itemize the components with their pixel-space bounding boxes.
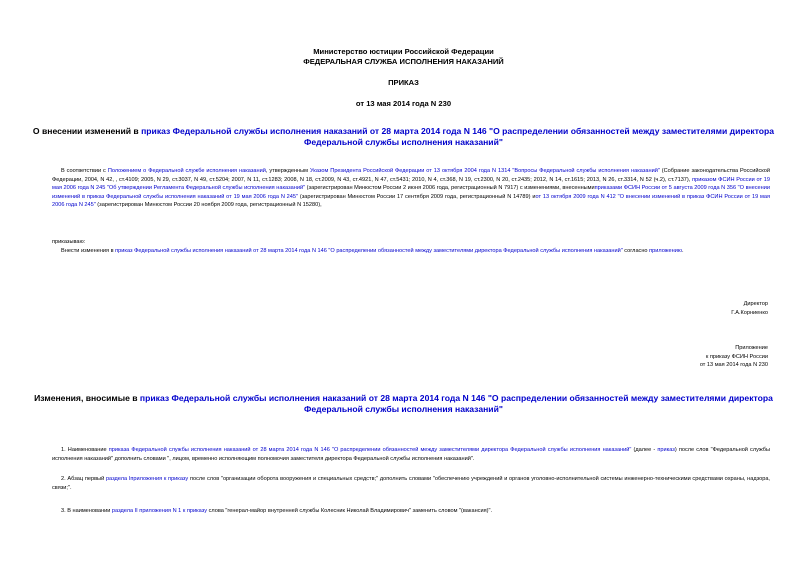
amended-order-link[interactable]: приказ Федеральной службы исполнения наказаний от 28 марта 2014 года N 146 "О распределении обязанностей между заместителями директора Федеральной службы исполнения наказаний" — [115, 248, 623, 254]
document-title — [30, 126, 777, 148]
appendix-ref: к приказу ФСИН России — [705, 353, 768, 360]
order-text: согласно — [622, 248, 650, 254]
ministry-name: Министерство юстиции Российской Федерации — [313, 47, 494, 56]
preamble-paragraph — [52, 167, 770, 210]
changes-title-prefix: Изменения, вносимые в — [34, 393, 140, 403]
title-order-link[interactable]: приказ Федеральной службы исполнения наказаний от 28 марта 2014 года N 146 "О распределении обязанностей между заместителями директора Федеральной службы исполнения наказаний" — [141, 126, 775, 147]
signature-block — [500, 300, 768, 317]
item-text: ) после слов "Федеральной службы исполнения наказаний" дополнить словами ", лицом, временно исполняющим полномочия заместителя директора Федеральной службы исполнения наказаний". — [52, 447, 771, 462]
preamble-text: , утвержденным — [265, 168, 310, 174]
change-item-2 — [52, 475, 770, 492]
item-1-prikaz-link[interactable]: приказ — [657, 447, 675, 453]
item-1-order-link[interactable]: приказа Федеральной службы исполнения наказаний от 28 марта 2014 года N 146 "О распределении обязанностей между заместителями директора Федеральной службы исполнения наказаний" — [108, 447, 632, 453]
order-412-link[interactable]: от 13 октября 2009 года N 412 "О внесении изменений в приказ ФСИН России от 19 мая 2006 года N 245" — [52, 193, 771, 209]
preamble-text: (зарегистрирован Минюстом России 20 ноября 2009 года, регистрационный N 15280), — [95, 202, 322, 209]
appendix-label: Приложение — [735, 345, 768, 351]
item-text: (далее - — [631, 447, 658, 453]
preamble-text: (зарегистрирован Минюстом России 2 июня 2006 года, регистрационный N 7917) с изменениями, внесенными — [305, 185, 595, 192]
presidential-decree-link[interactable]: Указом Президента Российской Федерации от 13 октября 2004 года N 1314 "Вопросы Федеральной службы исполнения наказаний" — [309, 168, 660, 174]
regulation-link[interactable]: Положением о Федеральной службе исполнения наказаний — [107, 168, 266, 174]
change-item-1 — [52, 446, 770, 463]
order-verb: приказываю: — [52, 239, 86, 245]
item-text: 1. Наименование — [61, 447, 109, 453]
signature-name: Г.А.Корниенко — [731, 309, 768, 316]
order-356-link[interactable]: приказами ФСИН России от 5 августа 2009 года N 356 "О внесении изменений в приказ Федеральной службы исполнения наказаний от 19 мая 2006 года N 245" — [52, 185, 770, 200]
changes-title — [30, 393, 777, 415]
section-1-link[interactable]: раздела I — [105, 476, 131, 482]
document-date: от 13 мая 2014 года N 230 — [355, 99, 452, 108]
item-text: 3. В наименовании — [61, 508, 112, 514]
item-text: 2. Абзац первый — [61, 476, 106, 482]
document-header — [0, 47, 807, 109]
changes-title-link[interactable]: приказ Федеральной службы исполнения наказаний от 28 марта 2014 года N 146 "О распределении обязанностей между заместителями директора Федеральной службы исполнения наказаний" — [139, 393, 773, 414]
signature-position: Директор — [743, 301, 768, 307]
title-prefix: О внесении изменений в — [32, 126, 142, 136]
appendix-block — [500, 344, 768, 370]
change-item-3 — [52, 507, 770, 516]
order-245-link[interactable]: приказом ФСИН России от 19 мая 2006 года N 245 "Об утверждении Регламента Федеральной службы исполнения наказаний" — [52, 176, 771, 192]
item-text: после слов "организации оборота вооружения и специальных средств;" дополнить словами "обеспечению учреждений и органов уголовно-исполнительной системы инженерно-техническими средствами охраны, надзора, связи;". — [52, 476, 770, 491]
appendix-date: от 13 мая 2014 года N 230 — [699, 362, 768, 369]
preamble-text: (зарегистрирован Минюстом России 17 сентября 2009 года, регистрационный N 14789) и — [298, 193, 536, 200]
order-paragraph — [52, 247, 770, 256]
preamble-text: В соответствии с — [61, 168, 108, 174]
preamble-text: (Собрание законодательства Российской Федерации, 2004, N 42, , ст.4109; 2005, N 29, ст.3037, N 49, ст.5204; 2007, N 11, ст.1283; 2008, N 18, ст.2009, N 43, ст.4921, N 47, ст.5431; 2010, N 4, ст.368, N 19, ст.2300, N 20, ст.2435; 2012, N 14, ст.1615; 2013, N 26, ст.3314, N 52 (ч.2), ст.7137), — [52, 168, 771, 183]
appendix-link[interactable]: приложению — [649, 248, 683, 254]
document-type: ПРИКАЗ — [388, 78, 419, 87]
section-2-link[interactable]: раздела II приложения N 1 к приказу — [111, 508, 208, 514]
service-name: ФЕДЕРАЛЬНАЯ СЛУЖБА ИСПОЛНЕНИЯ НАКАЗАНИЙ — [303, 57, 504, 66]
appendix-to-order-link[interactable]: приложения к приказу — [130, 476, 189, 482]
order-text: . — [682, 248, 684, 254]
order-text: Внести изменения в — [61, 248, 116, 254]
item-text: слова "генерал-майор внутренней службы Колесник Николай Владимирович" заменить словом "(вакансия)". — [207, 508, 493, 514]
